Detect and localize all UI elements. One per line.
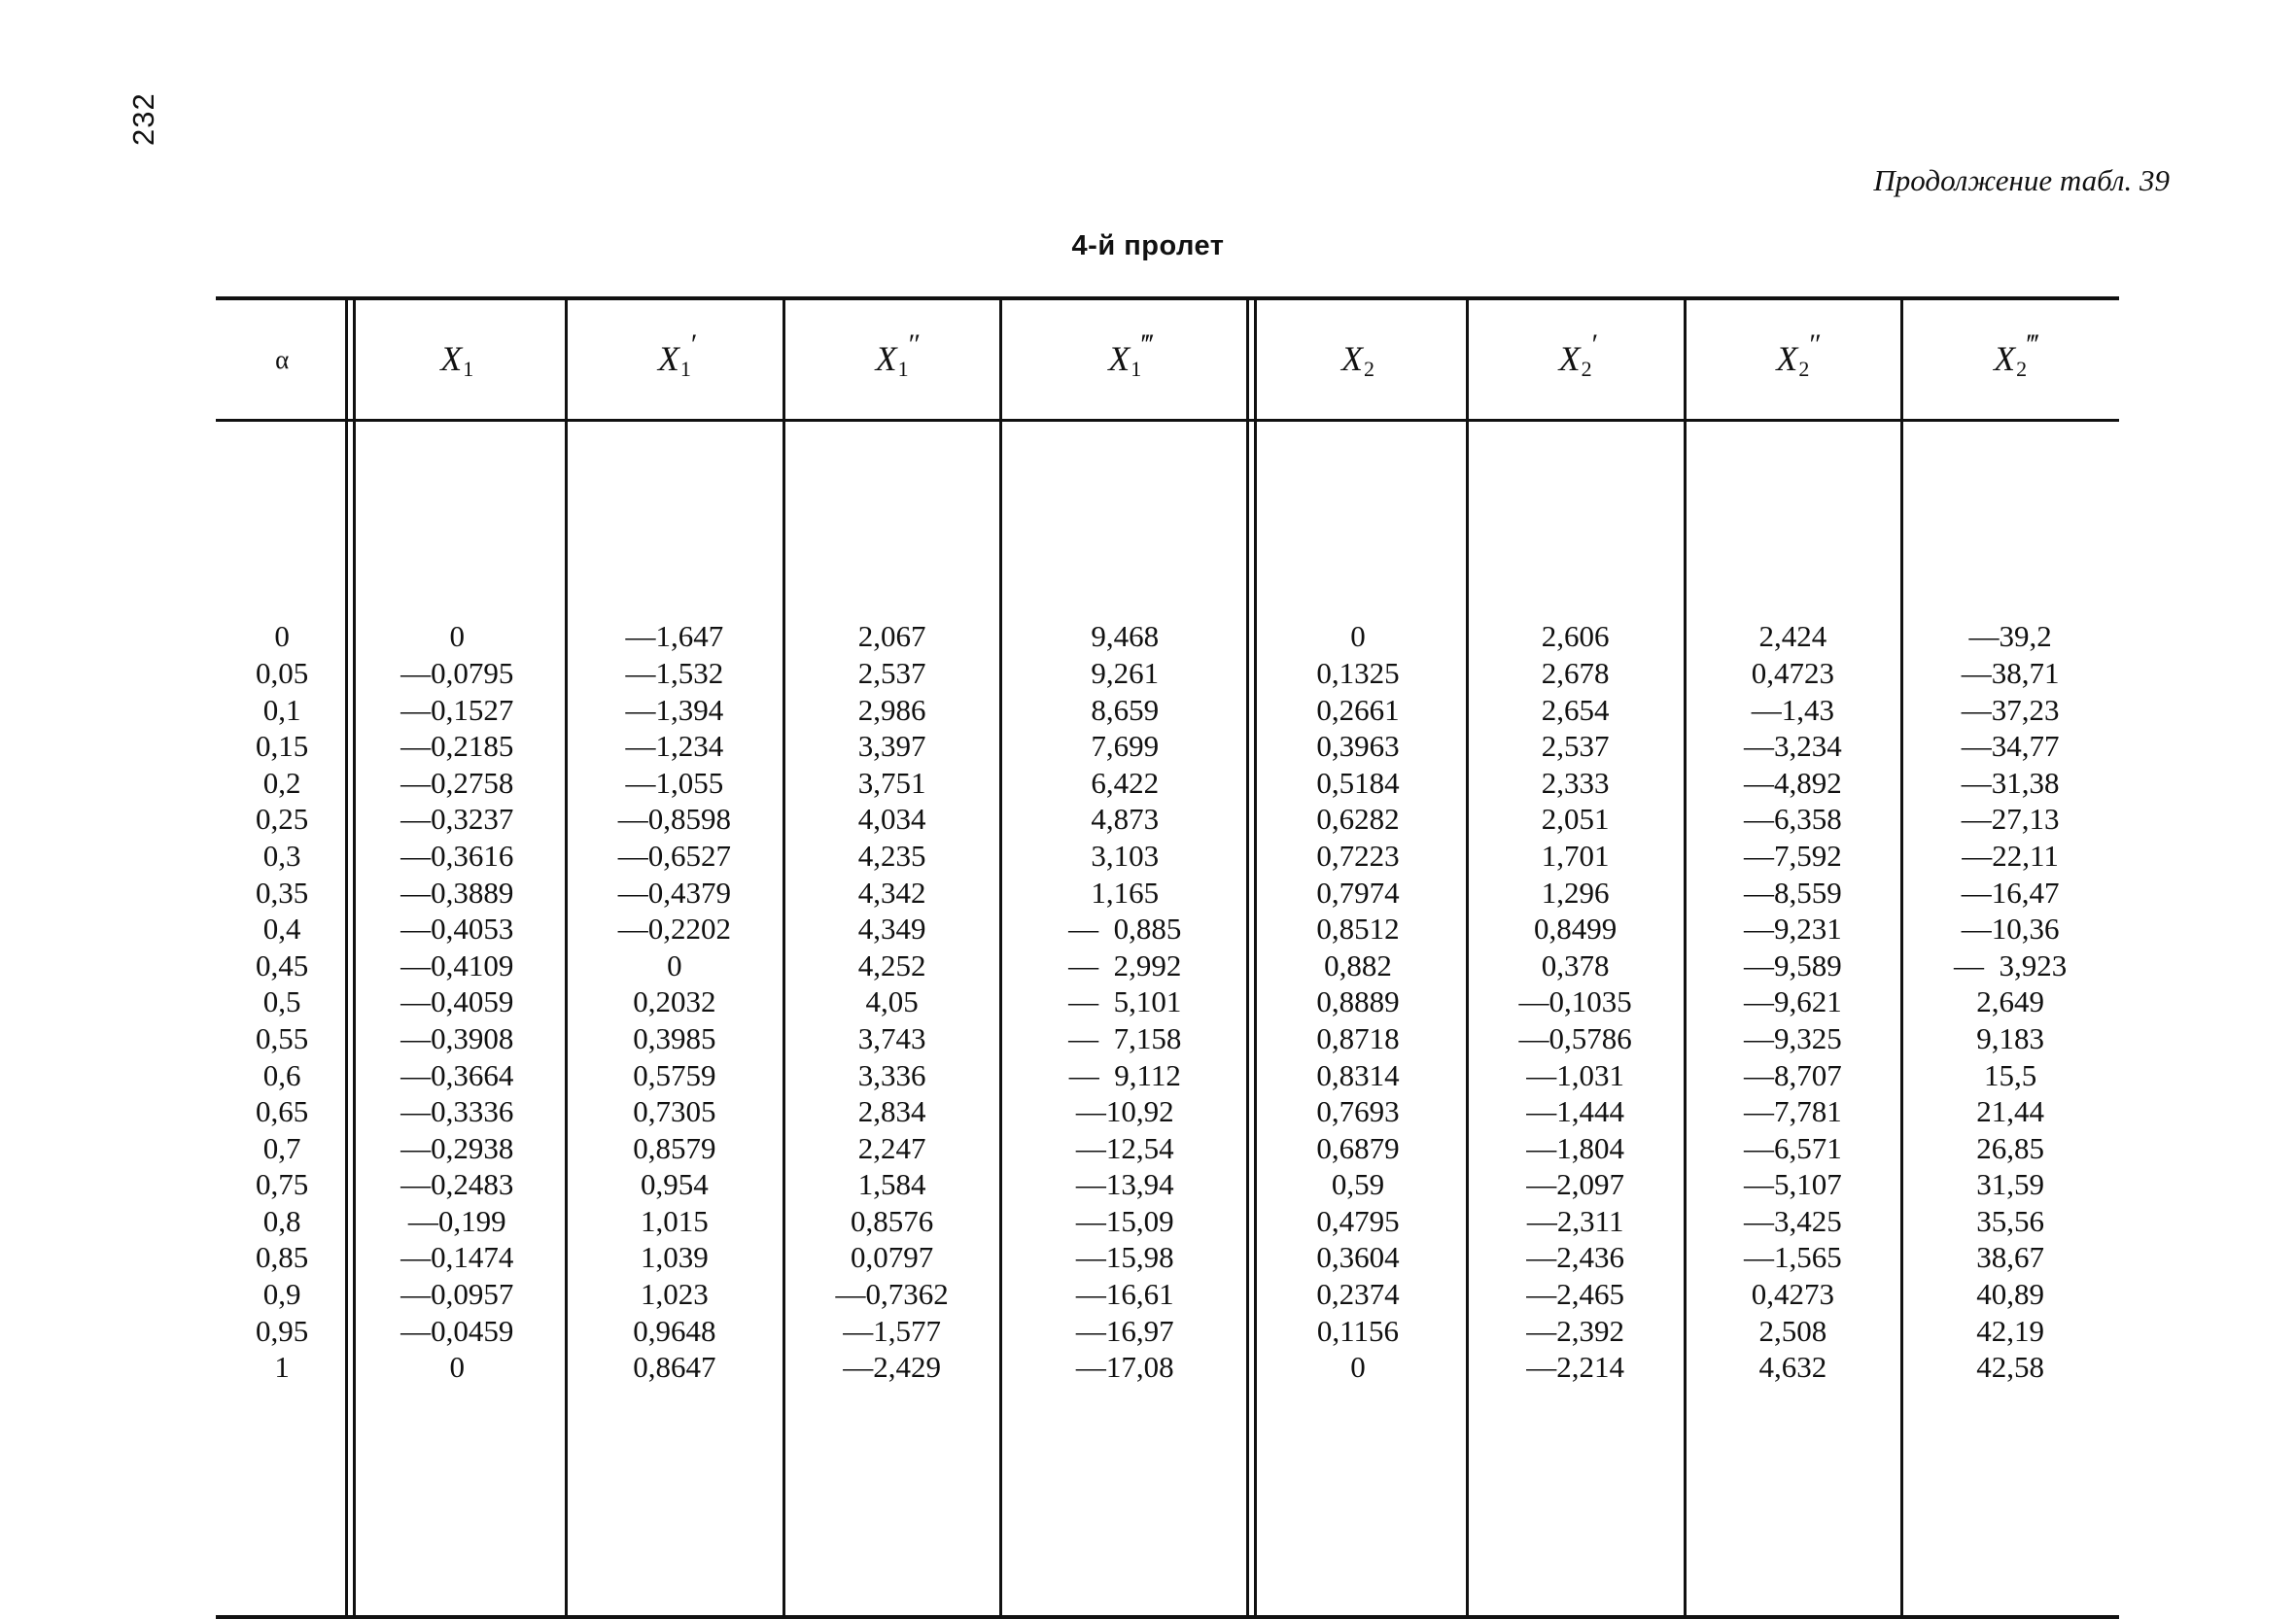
column-header-x1-double-prime (783, 298, 1001, 421)
table-cell: —0,2758 (400, 765, 514, 800)
column-header-x1-triple-prime (1000, 298, 1249, 421)
column-values-alpha (216, 618, 348, 1385)
table-column-x1-triple-prime (1000, 421, 1249, 1618)
header-label-x1-triple-prime: $X_1$ ‴ (1108, 327, 1155, 381)
table-cell: 0,65 (256, 1094, 309, 1129)
table-cell: 0,7693 (1316, 1094, 1400, 1129)
table-column-x2-double-prime (1685, 421, 1902, 1618)
table-cell: 9,183 (1976, 1020, 2044, 1055)
table-cell: —0,0795 (400, 655, 514, 690)
table-cell: —0,6527 (617, 838, 732, 873)
table-cell: —15,98 (1075, 1240, 1174, 1275)
table-cell: 0,05 (256, 655, 309, 690)
table-cell: 3,397 (857, 729, 926, 764)
table-caption: 4-й пролет (1071, 230, 1225, 261)
table-cell: —27,13 (1961, 802, 2060, 837)
table-cell: —0,3889 (400, 875, 514, 910)
table-cell: —0,3336 (400, 1094, 514, 1129)
table-cell: —0,199 (407, 1203, 506, 1238)
table-cell: 2,834 (857, 1094, 926, 1129)
table-cell: —0,2483 (400, 1167, 514, 1202)
table-cell: 31,59 (1976, 1167, 2044, 1202)
table-cell: — 2,992 (1068, 947, 1182, 982)
table-cell: —0,1474 (400, 1240, 514, 1275)
column-values-x2-prime (1467, 618, 1685, 1385)
table-cell: 0,7974 (1316, 875, 1400, 910)
table-cell: —0,3237 (400, 802, 514, 837)
header-label-x1-double-prime: $X_1$ ″ (875, 327, 922, 381)
data-table-container (216, 296, 2119, 1619)
table-cell: 2,606 (1541, 619, 1610, 654)
table-cell: 4,034 (857, 802, 926, 837)
table-cell: —8,559 (1743, 875, 1842, 910)
table-cell: 0 (449, 619, 465, 654)
table-cell: 42,19 (1976, 1313, 2044, 1348)
table-column-alpha (216, 421, 348, 1618)
table-cell: 35,56 (1976, 1203, 2044, 1238)
table-cell: —16,61 (1075, 1277, 1174, 1312)
table-cell: — 7,158 (1068, 1020, 1182, 1055)
table-cell: 6,422 (1091, 765, 1160, 800)
table-cell: 0,25 (256, 802, 309, 837)
table-cell: —0,3616 (400, 838, 514, 873)
table-cell: 0,5 (262, 984, 301, 1019)
table-cell: 0,1325 (1316, 655, 1400, 690)
table-cell: 1,039 (641, 1240, 709, 1275)
table-cell: —0,1527 (400, 692, 514, 727)
table-cell: —9,589 (1743, 947, 1842, 982)
table-cell: 0,3604 (1316, 1240, 1400, 1275)
table-cell: —2,436 (1526, 1240, 1625, 1275)
table-column-x1-double-prime (783, 421, 1001, 1618)
table-cell: —0,0957 (400, 1277, 514, 1312)
header-label-x1-prime: $X_1$ ′ (657, 327, 699, 381)
table-cell: 2,986 (857, 692, 926, 727)
table-cell: 2,424 (1758, 619, 1827, 654)
table-cell: 0 (449, 1350, 465, 1385)
table-cell: —2,214 (1526, 1350, 1625, 1385)
table-cell: —34,77 (1961, 729, 2060, 764)
table-cell: —2,392 (1526, 1313, 1625, 1348)
page-number: 232 (126, 92, 160, 146)
table-cell: 0,8647 (633, 1350, 716, 1385)
table-cell: 0,8 (262, 1203, 301, 1238)
table-cell: —2,097 (1526, 1167, 1625, 1202)
table-cell: —0,4053 (400, 912, 514, 947)
table-cell: 9,261 (1091, 655, 1160, 690)
table-cell: —1,43 (1751, 692, 1834, 727)
table-cell: 15,5 (1983, 1057, 2037, 1092)
table-cell: —0,2938 (400, 1130, 514, 1165)
table-cell: 2,333 (1541, 765, 1610, 800)
table-cell: —17,08 (1075, 1350, 1174, 1385)
table-cell: 38,67 (1976, 1240, 2044, 1275)
table-cell: —3,234 (1743, 729, 1842, 764)
table-cell: —8,707 (1743, 1057, 1842, 1092)
table-cell: 9,468 (1091, 619, 1160, 654)
table-cell: —22,11 (1962, 838, 2059, 873)
table-cell: 4,252 (857, 947, 926, 982)
table-cell: 1,015 (641, 1203, 709, 1238)
column-values-x2-triple-prime (1901, 618, 2119, 1385)
table-cell: 0,7223 (1316, 838, 1400, 873)
table-cell: 0,2 (262, 765, 301, 800)
table-cell: —9,325 (1743, 1020, 1842, 1055)
table-cell: —0,4059 (400, 984, 514, 1019)
table-cell: 0 (667, 947, 682, 982)
table-cell: —16,97 (1075, 1313, 1174, 1348)
table-cell: —0,3664 (400, 1057, 514, 1092)
table-cell: 1,023 (641, 1277, 709, 1312)
table-cell: —12,54 (1075, 1130, 1174, 1165)
table-cell: 2,537 (1541, 729, 1610, 764)
table-column-x1 (348, 421, 566, 1618)
table-cell: 2,649 (1976, 984, 2044, 1019)
table-cell: 2,678 (1541, 655, 1610, 690)
table-cell: 0,59 (1331, 1167, 1385, 1202)
table-cell: —2,311 (1526, 1203, 1624, 1238)
table-cell: 4,632 (1758, 1350, 1827, 1385)
table-cell: 0,45 (256, 947, 309, 982)
table-cell: 2,508 (1758, 1313, 1827, 1348)
table-cell: 0 (1350, 1350, 1366, 1385)
table-cell: 1,584 (857, 1167, 926, 1202)
table-cell: 0,2661 (1316, 692, 1400, 727)
table-cell: 0,2374 (1316, 1277, 1400, 1312)
table-cell: —1,532 (625, 655, 724, 690)
table-cell: —0,5786 (1518, 1020, 1632, 1055)
table-cell: 0,954 (641, 1167, 709, 1202)
table-cell: 2,654 (1541, 692, 1610, 727)
table-cell: —1,444 (1526, 1094, 1625, 1129)
table-cell: 0,8718 (1316, 1020, 1400, 1055)
table-cell: —37,23 (1961, 692, 2060, 727)
table-cell: —7,592 (1743, 838, 1842, 873)
column-header-x2-prime (1467, 298, 1685, 421)
column-values-x1-double-prime (783, 618, 1001, 1385)
table-cell: 0,85 (256, 1240, 309, 1275)
table-cell: 0,8579 (633, 1130, 716, 1165)
table-cell: —0,7362 (835, 1277, 949, 1312)
table-cell: 0 (1350, 619, 1366, 654)
table-cell: — 0,885 (1068, 912, 1182, 947)
table-cell: — 9,112 (1068, 1057, 1181, 1092)
table-cell: 2,247 (857, 1130, 926, 1165)
column-header-x1 (348, 298, 566, 421)
table-cell: —9,621 (1743, 984, 1842, 1019)
header-label-x2-double-prime: $X_2$ ″ (1776, 327, 1823, 381)
table-cell: 0,9 (262, 1277, 301, 1312)
column-header-x1-prime (566, 298, 783, 421)
table-cell: —0,8598 (617, 802, 732, 837)
table-cell: 4,05 (865, 984, 919, 1019)
table-cell: —3,425 (1743, 1203, 1842, 1238)
table-cell: —1,565 (1743, 1240, 1842, 1275)
table-cell: 3,103 (1091, 838, 1160, 873)
table-cell: —10,92 (1075, 1094, 1174, 1129)
column-values-x2-double-prime (1685, 618, 1902, 1385)
table-cell: —1,031 (1526, 1057, 1625, 1092)
table-cell: —39,2 (1968, 619, 2052, 654)
table-cell: 4,873 (1091, 802, 1160, 837)
table-cell: 4,342 (857, 875, 926, 910)
table-cell: 1,701 (1541, 838, 1610, 873)
table-cell: —5,107 (1743, 1167, 1842, 1202)
column-header-x2-triple-prime (1901, 298, 2119, 421)
table-cell: 0,6879 (1316, 1130, 1400, 1165)
table-cell: 3,751 (857, 765, 926, 800)
table-cell: 0,1156 (1316, 1313, 1400, 1348)
table-cell: 21,44 (1976, 1094, 2044, 1129)
table-cell: —38,71 (1961, 655, 2060, 690)
table-cell: 1 (274, 1350, 290, 1385)
table-cell: —1,234 (625, 729, 724, 764)
table-cell: —4,892 (1743, 765, 1842, 800)
table-cell: —0,4379 (617, 875, 732, 910)
table-cell: —0,1035 (1518, 984, 1632, 1019)
table-cell: 3,336 (857, 1057, 926, 1092)
table-cell: 0,1 (262, 692, 301, 727)
table-column-x2-triple-prime (1901, 421, 2119, 1618)
table-cell: 3,743 (857, 1020, 926, 1055)
table-cell: 2,067 (857, 619, 926, 654)
table-cell: 0,8889 (1316, 984, 1400, 1019)
column-header-x2 (1249, 298, 1467, 421)
table-cell: 0,9648 (633, 1313, 716, 1348)
table-cell: 0,55 (256, 1020, 309, 1055)
table-cell: 0 (274, 619, 290, 654)
header-label-alpha: α (275, 344, 290, 374)
table-cell: 0,6282 (1316, 802, 1400, 837)
table-cell: 0,3963 (1316, 729, 1400, 764)
table-cell: —0,4109 (400, 947, 514, 982)
table-cell: — 5,101 (1068, 984, 1182, 1019)
table-cell: —9,231 (1743, 912, 1842, 947)
header-label-x2: $X_2$ (1340, 338, 1374, 381)
table-cell: — 3,923 (1953, 947, 2068, 982)
table-cell: 2,537 (857, 655, 926, 690)
table-cell: 0,378 (1541, 947, 1610, 982)
table-cell: 8,659 (1091, 692, 1160, 727)
table-cell: —1,055 (625, 765, 724, 800)
table-cell: 0,8499 (1534, 912, 1618, 947)
table-cell: —1,647 (625, 619, 724, 654)
table-cell: —0,0459 (400, 1313, 514, 1348)
table-cell: 0,3985 (633, 1020, 716, 1055)
table-cell: —15,09 (1075, 1203, 1174, 1238)
table-cell: —2,429 (843, 1350, 941, 1385)
table-cell: 1,296 (1541, 875, 1610, 910)
table-cell: —7,781 (1743, 1094, 1842, 1129)
column-values-x1 (348, 618, 566, 1385)
table-cell: 0,15 (256, 729, 309, 764)
table-cell: 0,5759 (633, 1057, 716, 1092)
table-cell: —10,36 (1961, 912, 2060, 947)
table-cell: —6,571 (1743, 1130, 1842, 1165)
column-values-x1-triple-prime (1000, 618, 1249, 1385)
table-cell: 42,58 (1976, 1350, 2044, 1385)
table-cell: —13,94 (1075, 1167, 1174, 1202)
continued-table-note: Продолжение табл. 39 (1873, 163, 2170, 197)
table-cell: 0,8576 (850, 1203, 934, 1238)
table-cell: 1,165 (1091, 875, 1160, 910)
table-cell: 7,699 (1091, 729, 1160, 764)
table-cell: 0,35 (256, 875, 309, 910)
table-cell: 0,7305 (633, 1094, 716, 1129)
table-column-x1-prime (566, 421, 783, 1618)
table-cell: 40,89 (1976, 1277, 2044, 1312)
table-cell: 4,235 (857, 838, 926, 873)
table-cell: 0,5184 (1316, 765, 1400, 800)
table-cell: —0,2185 (400, 729, 514, 764)
column-values-x1-prime (566, 618, 783, 1385)
table-cell: 2,051 (1541, 802, 1610, 837)
table-cell: 0,4273 (1751, 1277, 1834, 1312)
column-values-x2 (1249, 618, 1467, 1385)
table-column-x2 (1249, 421, 1467, 1618)
table-cell: 0,4795 (1316, 1203, 1400, 1238)
column-header-alpha (216, 298, 348, 421)
table-cell: 0,4723 (1751, 655, 1834, 690)
table-cell: —2,465 (1526, 1277, 1625, 1312)
header-label-x2-prime: $X_2$ ′ (1558, 327, 1600, 381)
table-cell: —31,38 (1961, 765, 2060, 800)
table-cell: 0,7 (262, 1130, 301, 1165)
table-cell: —0,2202 (617, 912, 732, 947)
table-cell: 0,6 (262, 1057, 301, 1092)
header-label-x1: $X_1$ (440, 338, 474, 381)
table-cell: —1,804 (1526, 1130, 1625, 1165)
column-header-x2-double-prime (1685, 298, 1902, 421)
table-cell: —1,577 (843, 1313, 941, 1348)
table-cell: 26,85 (1976, 1130, 2044, 1165)
table-column-x2-prime (1467, 421, 1685, 1618)
header-label-x2-triple-prime: $X_2$ ‴ (1994, 327, 2040, 381)
table-cell: 0,4 (262, 912, 301, 947)
table-cell: —6,358 (1743, 802, 1842, 837)
table-cell: 0,75 (256, 1167, 309, 1202)
table-cell: 4,349 (857, 912, 926, 947)
table-cell: —1,394 (625, 692, 724, 727)
table-cell: 0,882 (1324, 947, 1392, 982)
table-cell: 0,3 (262, 838, 301, 873)
table-cell: 0,95 (256, 1313, 309, 1348)
data-table (216, 296, 2119, 1619)
table-cell: 0,8512 (1316, 912, 1400, 947)
table-cell: 0,8314 (1316, 1057, 1400, 1092)
table-cell: —16,47 (1961, 875, 2060, 910)
table-cell: —0,3908 (400, 1020, 514, 1055)
table-cell: 0,0797 (850, 1240, 934, 1275)
table-cell: 0,2032 (633, 984, 716, 1019)
